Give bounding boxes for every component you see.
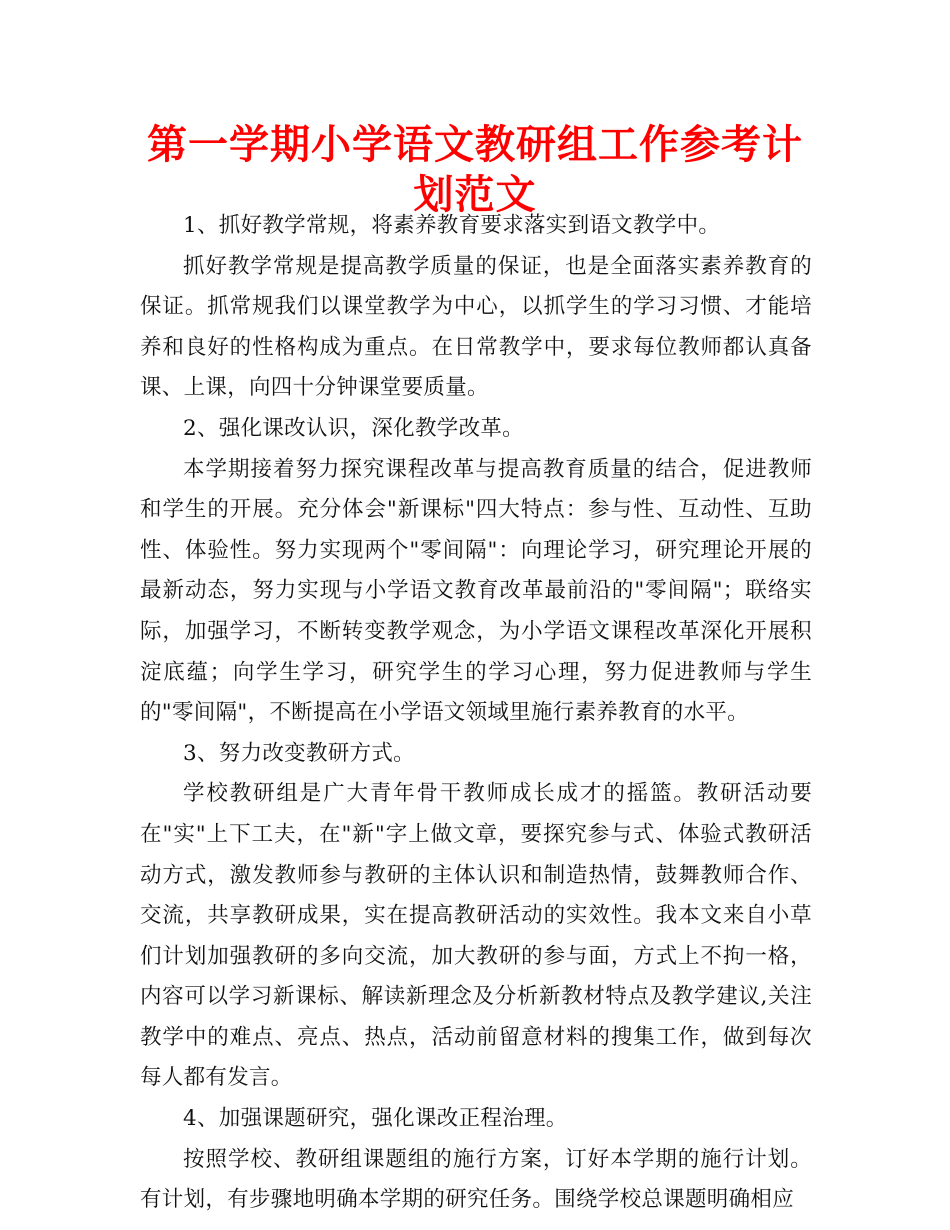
document-body: [140, 206, 812, 1221]
paragraph-1: 抓好教学常规是提高教学质量的保证，也是全面落实素养教育的保证。抓常规我们以课堂教学为中心，以抓学生的学习习惯、才能培养和良好的性格构成为重点。在日常教学中，要求每位教师都认真备课、上课，向四十分钟课堂要质量。: [140, 253, 812, 401]
heading-item-1: 1、抓好教学常规，将素养教育要求落实到语文教学中。: [183, 213, 721, 238]
heading-item-2: 2、强化课改认识，深化教学改革。: [183, 415, 524, 441]
paragraph-3: 学校教研组是广大青年骨干教师成长成才的摇篮。教研活动要在"实"上下工夫，在"新"字上做文章，要探究参与式、体验式教研活动方式，激发教师参与教研的主体认识和制造热情，鼓舞教师合作、交流，共享教研成果，实在提高教研活动的实效性。我本文来自小草们计划加强教研的多向交流，加大教研的参与面，方式上不拘一格，内容可以学习新课标、解读新理念及分析新教材特点及教学建议,关注教学中的难点、亮点、热点，活动前留意材料的搜集工作，做到每次每人都有发言。: [140, 781, 812, 1091]
paragraph-2: 本学期接着努力探究课程改革与提高教育质量的结合，促进教师和学生的开展。充分体会"新课标"四大特点：参与性、互动性、互助性、体验性。努力实现两个"零间隔"：向理论学习，研究理论开展的最新动态，努力实现与小学语文教育改革最前沿的"零间隔"；联络实际，加强学习，不断转变教学观念，为小学语文课程改革深化开展积淀底蕴；向学生学习，研究学生的学习心理，努力促进教师与学生的"零间隔"，不断提高在小学语文领域里施行素养教育的水平。: [140, 456, 812, 726]
paragraph-4: 按照学校、教研组课题组的施行方案，订好本学期的施行计划。有计划，有步骤地明确本学期的研究任务。围绕学校总课题明确相应: [140, 1146, 812, 1213]
heading-item-4: 4、加强课题研究，强化课改正程治理。: [183, 1106, 568, 1132]
heading-item-3: 3、努力改变教研方式。: [183, 740, 415, 766]
document-title: 第一学期小学语文教研组工作参考计划范文: [147, 122, 803, 218]
